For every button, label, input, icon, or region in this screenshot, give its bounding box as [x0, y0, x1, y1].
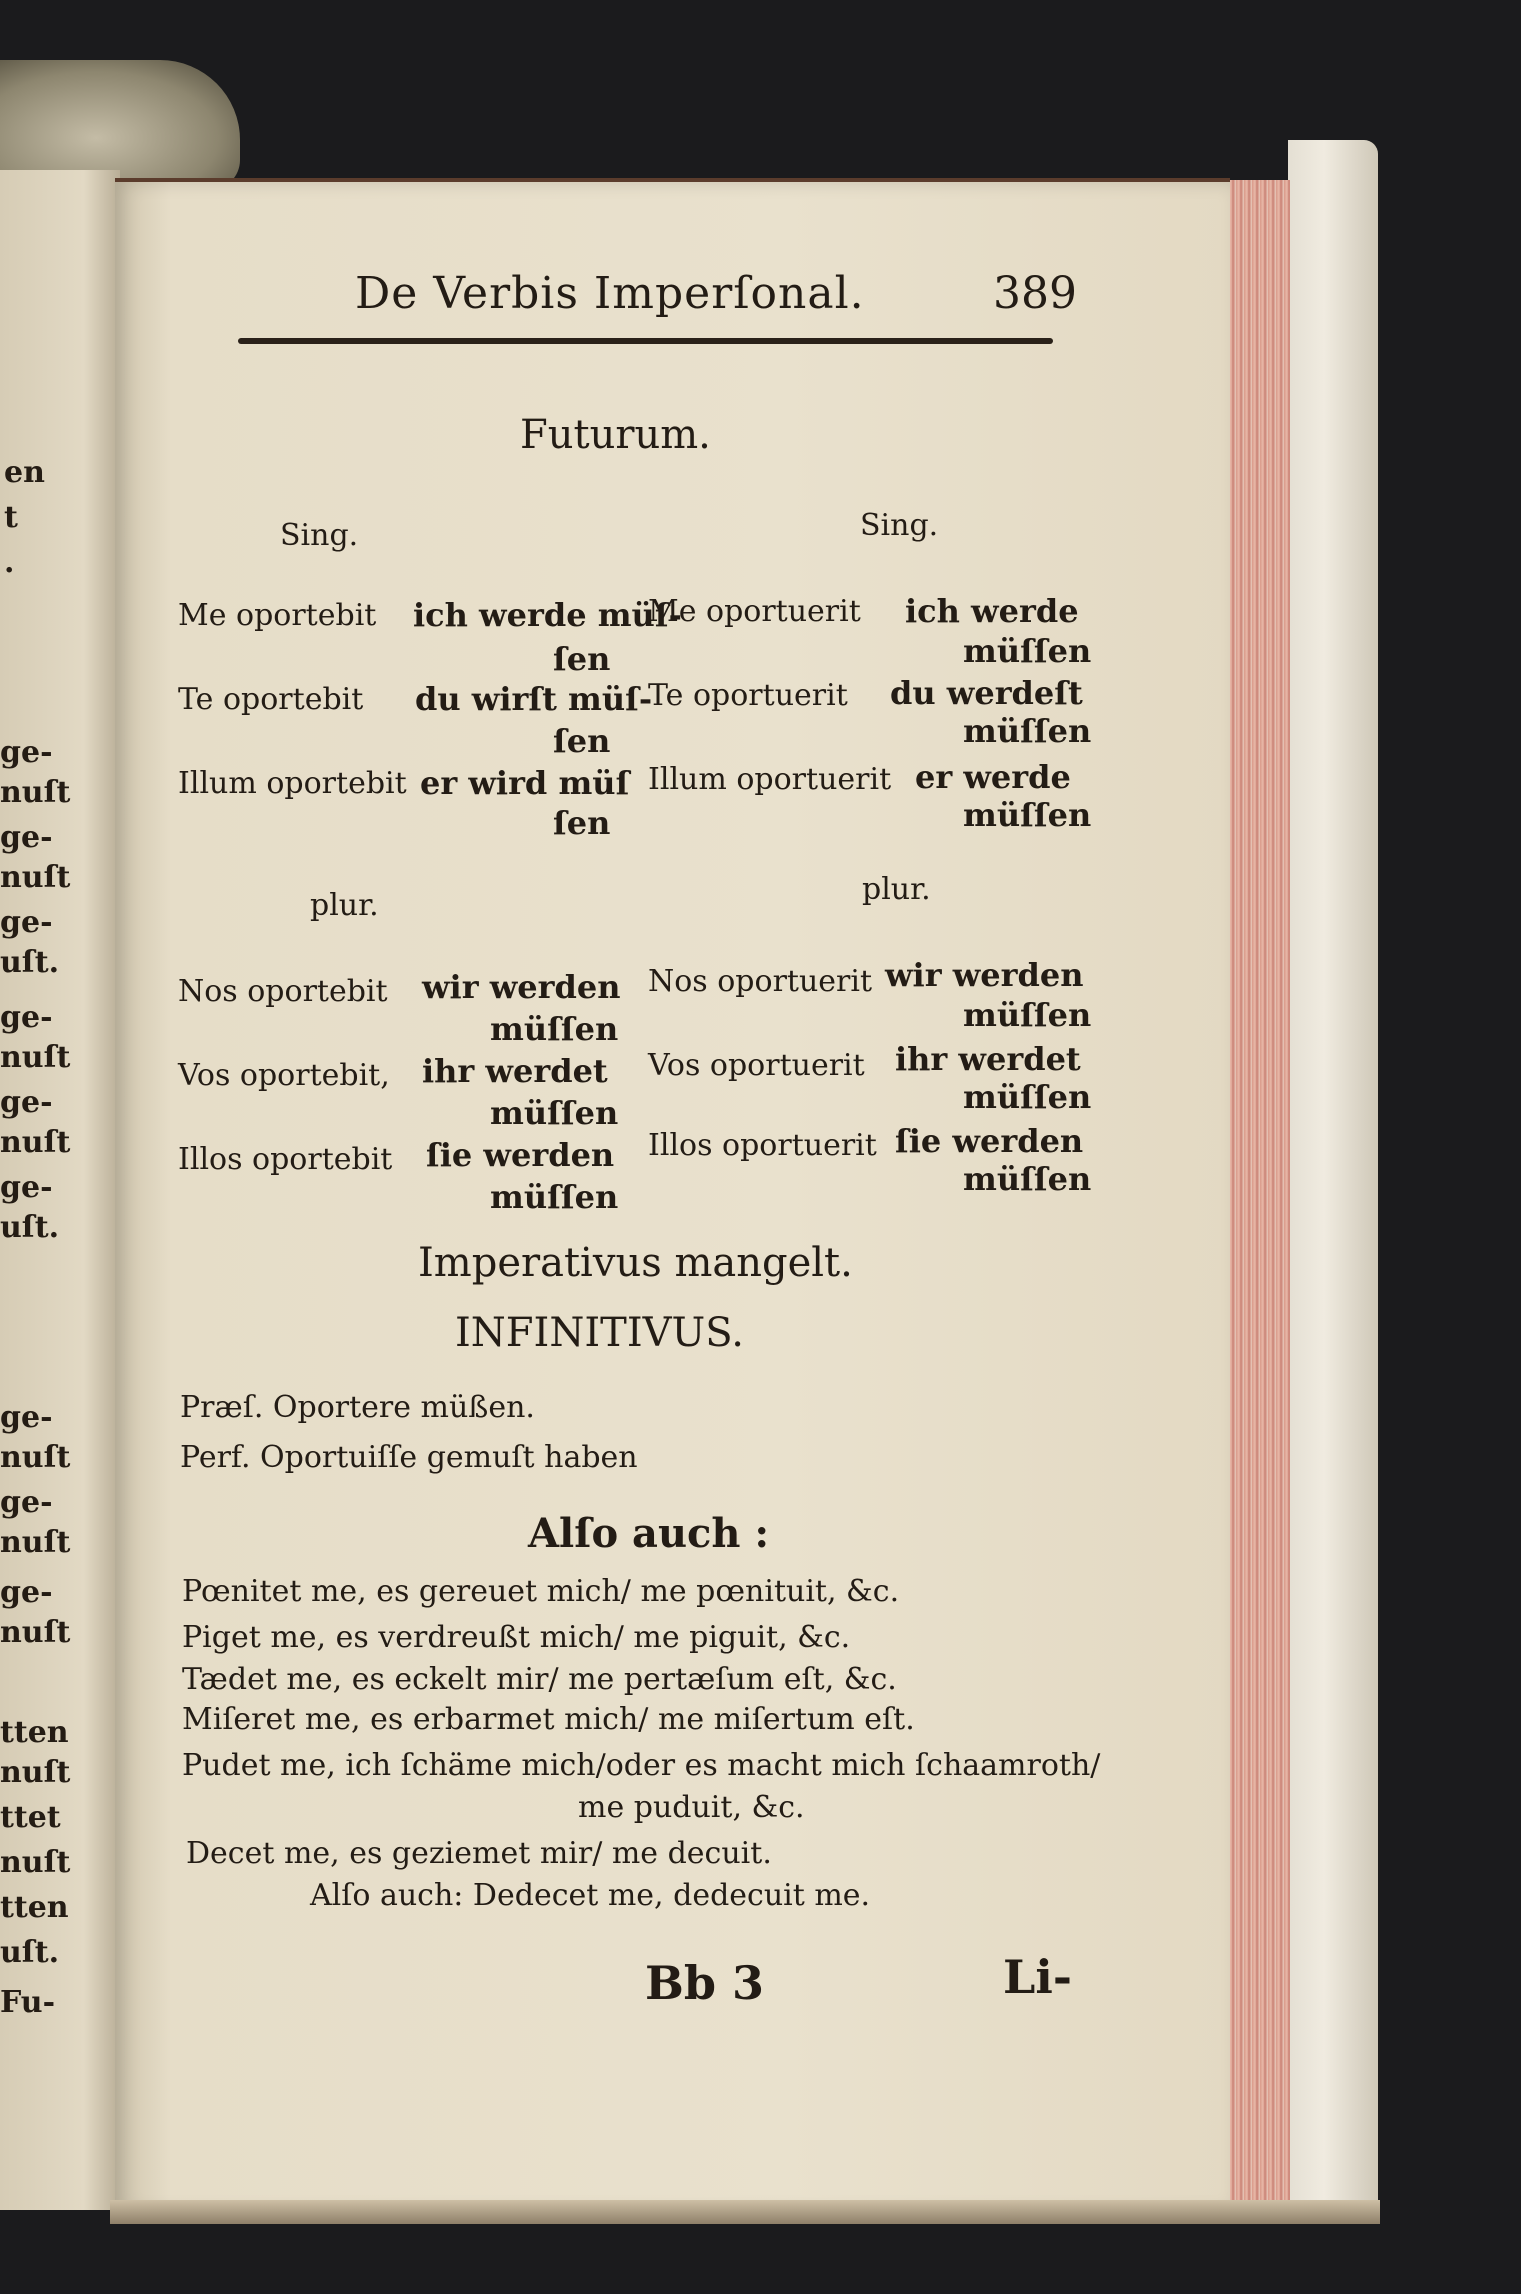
german-continuation: müſſen — [963, 796, 1092, 834]
german-continuation: müſſen — [963, 632, 1092, 670]
left-page-fragment-text: nuſt — [0, 1125, 71, 1160]
catchword: Li- — [1003, 1950, 1072, 2004]
latin-form: Te oportuerit — [648, 678, 848, 713]
also-line: me puduit, &c. — [578, 1790, 805, 1825]
left-page-fragment-text: ge- — [0, 1000, 53, 1035]
book-cover-edge — [1288, 140, 1378, 2220]
german-form: ſie werden — [426, 1136, 615, 1174]
german-form: ich werde müſ- — [413, 596, 682, 634]
german-form: ich werde — [905, 592, 1079, 630]
german-form: wir werden — [422, 968, 621, 1006]
german-continuation: müſſen — [963, 712, 1092, 750]
left-page-fragment-text: ge- — [0, 1485, 53, 1520]
also-line: Alſo auch: Dedecet me, dedecuit me. — [310, 1878, 871, 1913]
also-line: Pœnitet me, es gereuet mich/ me pœnituit, &c. — [182, 1574, 900, 1609]
section-title: Futurum. — [520, 412, 711, 458]
page-edges — [1220, 180, 1290, 2210]
left-page-fragment-text: uſt. — [0, 945, 60, 980]
german-continuation: müſſen — [490, 1010, 619, 1048]
left-page-fragment-text: nuſt — [0, 1845, 71, 1880]
signature-mark: Bb 3 — [645, 1956, 765, 2010]
german-continuation: müſſen — [490, 1178, 619, 1216]
left-page-fragment-text: nuſt — [0, 860, 71, 895]
german-continuation: ſen — [553, 722, 611, 760]
left-page-fragment-text: uſt. — [0, 1935, 60, 1970]
latin-form: Illos oportebit — [178, 1142, 393, 1177]
german-continuation: ſen — [553, 804, 611, 842]
left-page-fragment-text: en — [4, 455, 45, 490]
left-page-fragment-text: . — [4, 545, 15, 580]
infinitivus-line: Perf. Oportuiſſe gemuſt haben — [180, 1440, 638, 1475]
header-rule — [238, 338, 1053, 344]
latin-form: Vos oportuerit — [648, 1048, 865, 1083]
left-page-fragment-text: ge- — [0, 905, 53, 940]
german-form: wir werden — [885, 956, 1084, 994]
latin-form: Me oportebit — [178, 598, 377, 633]
left-sing-label: Sing. — [280, 518, 359, 553]
german-form: du wirſt müſ- — [415, 680, 653, 718]
german-form: er wird müſ — [420, 764, 630, 802]
left-page-fragment-text: tten — [0, 1715, 69, 1750]
left-page-fragment-text: nuſt — [0, 1040, 71, 1075]
left-page-fragment-text: ge- — [0, 1575, 53, 1610]
left-page-fragment-text: nuſt — [0, 775, 71, 810]
german-form: du werdeſt — [890, 674, 1083, 712]
german-continuation: müſſen — [963, 1160, 1092, 1198]
also-line: Piget me, es verdreußt mich/ me piguit, &c. — [182, 1620, 851, 1655]
also-line: Pudet me, ich ſchäme mich/oder es macht mich ſchaamroth/ — [182, 1748, 1101, 1783]
left-page-fragment-text: uſt. — [0, 1210, 60, 1245]
latin-form: Illum oportuerit — [648, 762, 892, 797]
latin-form: Te oportebit — [178, 682, 364, 717]
also-heading: Alſo auch : — [528, 1510, 770, 1557]
left-page-fragment-text: ttet — [0, 1800, 61, 1835]
latin-form: Nos oportuerit — [648, 964, 873, 999]
german-form: ihr werdet — [422, 1052, 608, 1090]
german-form: er werde — [915, 758, 1071, 796]
german-form: ſie werden — [895, 1122, 1084, 1160]
latin-form: Nos oportebit — [178, 974, 388, 1009]
left-page-fragment-text: nuſt — [0, 1440, 71, 1475]
german-continuation: müſſen — [490, 1094, 619, 1132]
german-continuation: müſſen — [963, 996, 1092, 1034]
page-bottom-edge — [110, 2200, 1380, 2224]
latin-form: Illum oportebit — [178, 766, 407, 801]
also-line: Miſeret me, es erbarmet mich/ me miſertum eſt. — [182, 1702, 915, 1737]
left-plur-label: plur. — [310, 888, 379, 923]
left-page-fragment-text: Fu- — [0, 1985, 56, 2020]
left-page-fragment-text: ge- — [0, 735, 53, 770]
left-page-fragment-text: nuſt — [0, 1755, 71, 1790]
left-page-fragment-text: ge- — [0, 820, 53, 855]
page-number: 389 — [993, 268, 1077, 319]
left-page-fragment-text: ge- — [0, 1170, 53, 1205]
left-page-fragment-text: ge- — [0, 1400, 53, 1435]
left-page-fragment-text: t — [4, 500, 18, 535]
latin-form: Vos oportebit, — [178, 1058, 390, 1093]
also-line: Decet me, es geziemet mir/ me decuit. — [186, 1836, 772, 1871]
running-header: De Verbis Imperſonal. — [355, 268, 865, 319]
german-continuation: ſen — [553, 640, 611, 678]
left-page-fragment-text: nuſt — [0, 1525, 71, 1560]
right-sing-label: Sing. — [860, 508, 939, 543]
left-page-fragment-text: ge- — [0, 1085, 53, 1120]
latin-form: Illos oportuerit — [648, 1128, 877, 1163]
right-plur-label: plur. — [862, 872, 931, 907]
left-page-fragment-text: tten — [0, 1890, 69, 1925]
infinitivus-heading: INFINITIVUS. — [455, 1310, 744, 1356]
also-line: Tædet me, es eckelt mir/ me pertæſum eſt, &c. — [182, 1662, 897, 1697]
german-continuation: müſſen — [963, 1078, 1092, 1116]
imperativus-heading: Imperativus mangelt. — [418, 1240, 853, 1286]
infinitivus-line: Præſ. Oportere müßen. — [180, 1390, 535, 1425]
german-form: ihr werdet — [895, 1040, 1081, 1078]
left-page-fragment-text: nuſt — [0, 1615, 71, 1650]
latin-form: Me oportuerit — [648, 594, 861, 629]
